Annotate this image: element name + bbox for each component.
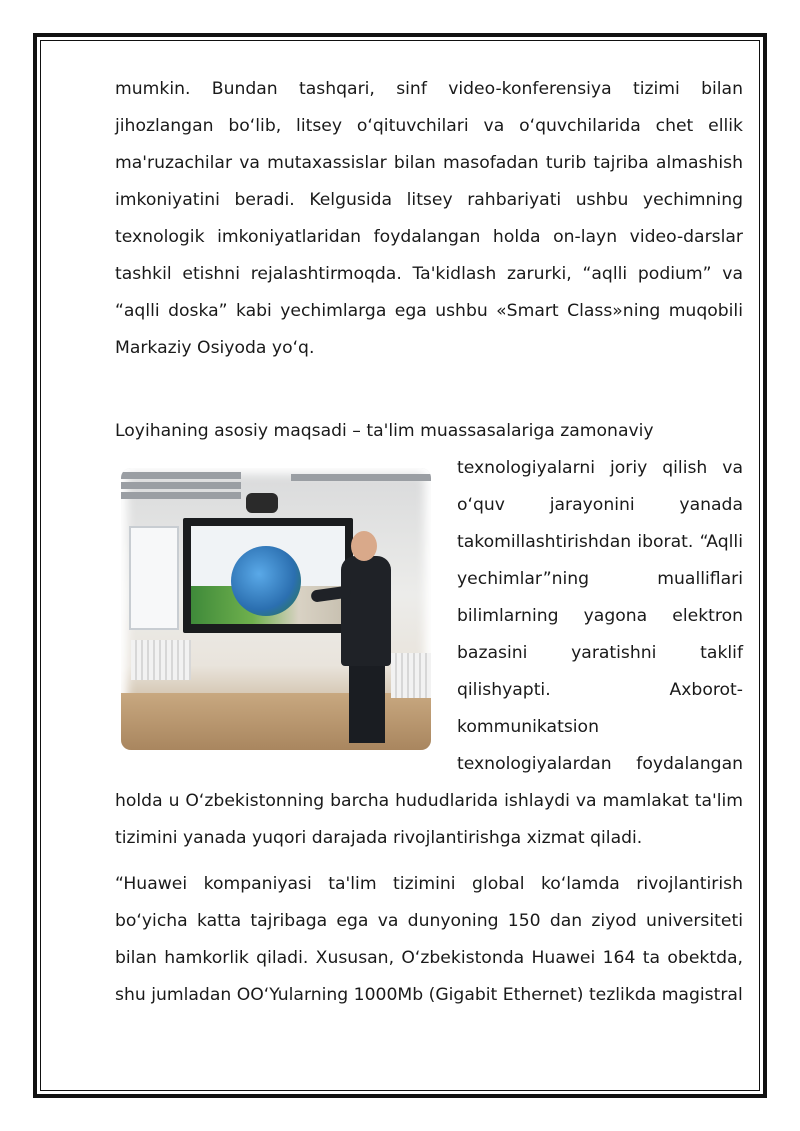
paragraph-project-goal: texnologiyalarni joriy qilish va o‘quv jarayonini yanada takomillashtirishdan iborat. “Aqlli yechimlar”ning mualliflari bilimlarning yagona elektron bazasini yaratishni taklif qilishyapti. Axborot-kommunikatsion texnologiyalardan foydalangan holda u O‘zbekistonning barcha hududlarida ishlaydi va mamlakat ta'lim tizimini yanada yuqori darajada rivojlantirishga xizmat qiladi. (115, 458, 743, 848)
classroom-photo (115, 462, 455, 762)
smart-board (183, 518, 353, 633)
teacher-smartboard-image (121, 468, 431, 750)
globe-icon (231, 546, 301, 616)
presenter (341, 556, 391, 666)
document-page (115, 71, 743, 1014)
paragraph-smart-class: mumkin. Bundan tashqari, sinf video-konferensiya tizimi bilan jihozlangan bo‘lib, litsey o‘qituvchilari va o‘quvchilarida chet ellik ma'ruzachilar va mutaxassislar bilan masofadan turib tajriba almashish imkoniyatini beradi. Kelgusida litsey rahbariyati ushbu yechimning texnologik imkoniyatlaridan foydalangan holda on-layn video-darslar tashkil etishni rejalashtirmoqda. Ta'kidlash zarurki, “aqlli podium” va “aqlli doska” kabi yechimlarga ega ushbu «Smart Class»ning muqobili Markaziy Osiyoda yo‘q. (115, 79, 743, 358)
whiteboard (129, 526, 179, 630)
paragraph-project-goal-lead: Loyihaning asosiy maqsadi – ta'lim muassasalariga zamonaviy (115, 421, 654, 441)
camera-icon (246, 493, 278, 513)
paragraph-huawei: “Huawei kompaniyasi ta'lim tizimini global ko‘lamda rivojlantirish bo‘yicha katta tajribaga ega va dunyoning 150 dan ziyod universiteti bilan hamkorlik qiladi. Xususan, O‘zbekistonda Huawei 164 ta obektda, shu jumladan OO‘Yularning 1000Mb (Gigabit Ethernet) tezlikda magistral (115, 874, 743, 1005)
